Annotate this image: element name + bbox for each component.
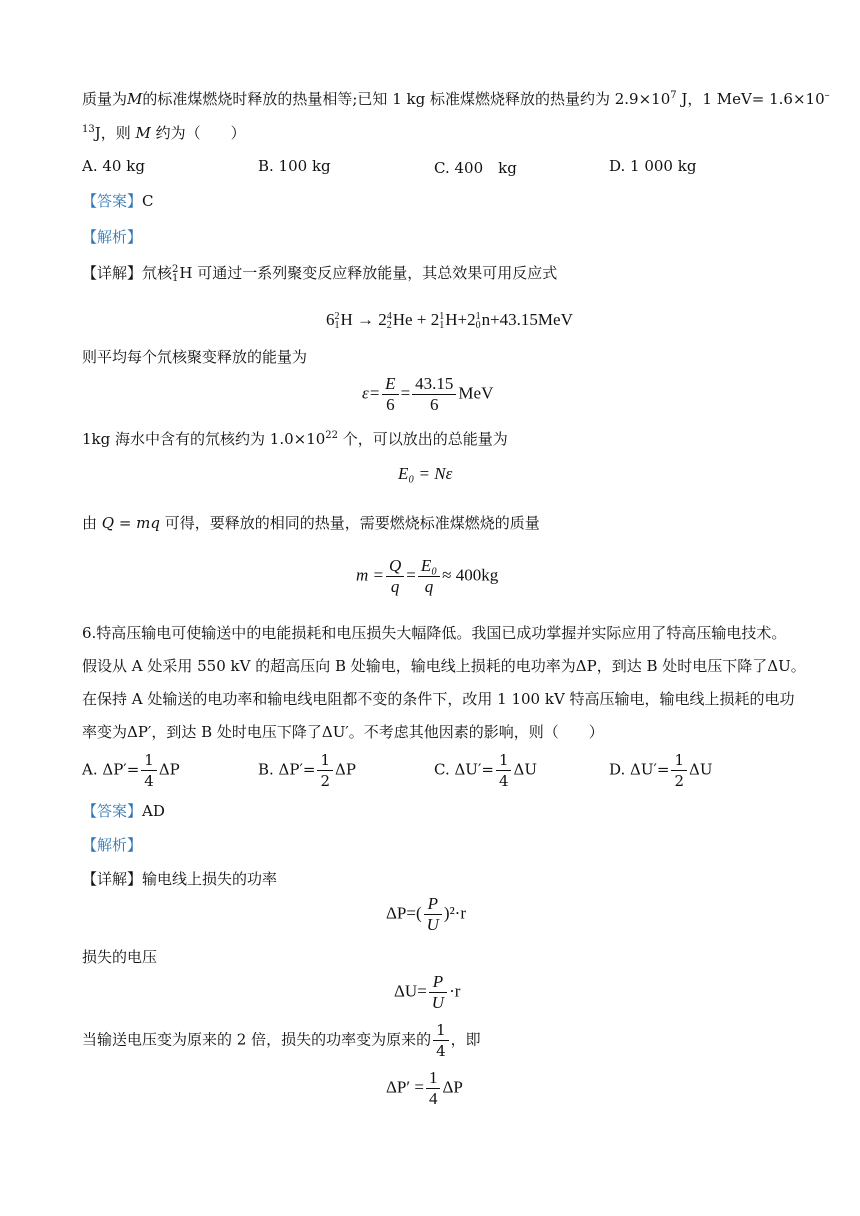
q5-text: 个，可以放出的总能量为 [338, 430, 508, 448]
q6-option-b [258, 750, 356, 791]
numerator: 1 [496, 750, 512, 771]
exponent: 22 [325, 430, 339, 441]
q-formula-text [82, 512, 540, 533]
e0-equation: E₀ = Nε [398, 464, 453, 483]
denominator: 6 [386, 395, 395, 414]
q5-text: 约为（ ） [150, 124, 246, 142]
eq-lhs: ΔP=( [386, 903, 422, 923]
eq-tail: ΔP [442, 1077, 463, 1097]
q6-option-c [434, 750, 537, 791]
q5-text: 1kg 海水中含有的氘核约为 1.0×10 [82, 430, 326, 448]
exponent: 7 [670, 90, 677, 101]
power-loss-equation [386, 894, 466, 935]
q6-text: 输电线上损失的功率 [142, 870, 278, 888]
fraction [418, 556, 440, 597]
q6-stem-line2: 假设从 A 处采用 550 kV 的超高压向 B 处输电，输电线上损耗的电功率为ΔP，到达 B 处时电压下降了ΔU。 [82, 657, 806, 675]
numerator: 1 [317, 750, 333, 771]
denominator: 4 [144, 772, 154, 790]
q6-option-d [609, 750, 713, 791]
q6-text: 当输送电压变为原来的 2 倍，损失的功率变为原来的 [82, 1030, 432, 1049]
q5-stem-line2 [82, 122, 246, 143]
q5-option-c: C. 400 kg [434, 159, 517, 177]
denominator: q [424, 577, 434, 596]
numerator: 1 [433, 1020, 449, 1041]
eq-lhs: ΔU= [394, 981, 427, 1001]
fraction [317, 750, 333, 791]
denominator: q [390, 577, 400, 596]
denominator: 4 [498, 772, 509, 790]
q5-option-d: D. 1 000 kg [609, 157, 697, 175]
result: ≈ 400kg [442, 565, 499, 585]
option-tail: ΔP [335, 760, 356, 779]
eq-lhs: ΔP′ = [386, 1077, 424, 1097]
voltage-loss-text: 损失的电压 [82, 948, 158, 966]
q5-text: 氘核 [142, 264, 173, 282]
q5-text: 可得，要释放的相同的热量，需要燃烧标准煤燃烧的质量 [160, 514, 540, 532]
nuclide-index: 2 1 [172, 264, 179, 284]
q5-text: 的标准煤燃烧时释放的热量相等;已知 1 kg 标准煤燃烧释放的热量约为 2.9×10 [142, 90, 671, 108]
numerator: 1 [141, 750, 157, 771]
denominator: 4 [428, 1089, 438, 1108]
unit: MeV [458, 383, 494, 403]
numerator: Q [386, 556, 404, 577]
q5-text: 由 [82, 514, 102, 532]
numerator: E [382, 374, 398, 395]
option-tail: ΔP [158, 760, 180, 779]
q6-text: ，即 [450, 1030, 481, 1049]
numerator: P [424, 894, 442, 915]
eq-lhs: m = [356, 565, 384, 585]
fraction [433, 1020, 449, 1061]
q5-detail [82, 262, 557, 283]
q5-option-b: B. 100 kg [258, 157, 331, 175]
denominator: 6 [430, 395, 439, 414]
var-m: M [135, 124, 151, 142]
q6-option-a [82, 750, 180, 791]
q6-stem-line1: 6.特高压输电可使输送中的电能损耗和电压损失大幅降低。我国已成功掌握并实际应用了特高压输电技术。 [82, 624, 787, 642]
reaction-equation: 6 2 1 H → 2 4 2 He + 2 1 1 H+2 1 0 n+43.15MeV [326, 310, 573, 332]
fraction [141, 750, 157, 791]
q5-text: 质量为 [82, 90, 128, 108]
answer-value: C [142, 192, 154, 210]
q5-text: J，则 [94, 124, 136, 142]
mass-equation: m = $\frac{Q}{q}$ = $\frac{\text{E₀}}{q}$ ≈ 400kg [356, 556, 499, 596]
fraction [382, 374, 398, 415]
option-label: A. ΔP′= [82, 760, 140, 779]
fraction [412, 374, 456, 415]
denominator: U [431, 993, 445, 1012]
q5-stem-line1 [82, 88, 830, 109]
double-voltage-text [82, 1020, 481, 1061]
option-label: B. ΔP′= [258, 760, 316, 779]
q5-text: H 可通过一系列聚变反应释放能量，其总效果可用反应式 [179, 264, 558, 282]
numerator: 1 [426, 1068, 441, 1089]
q5-option-a: A. 40 kg [82, 157, 145, 175]
detail-tag: 【详解】 [82, 264, 143, 282]
exponent: 13 [82, 124, 95, 135]
numerator: 43.15 [412, 374, 456, 395]
option-label: C. ΔU′= [434, 760, 494, 779]
q6-stem-line4: 率变为ΔP′，到达 B 处时电压下降了ΔU′。不考虑其他因素的影响，则（ ） [82, 723, 604, 741]
deuterium-count-text [82, 428, 508, 449]
eq-tail: ·r [449, 981, 461, 1001]
q6-analysis-tag: 【解析】 [82, 836, 143, 854]
fraction [386, 556, 404, 597]
numerator: E₀ [418, 556, 440, 577]
var-m: M [127, 90, 143, 108]
numerator: P [429, 972, 447, 993]
numerator: 1 [671, 750, 687, 771]
denominator: U [426, 915, 439, 934]
answer-tag: 【答案】 [82, 192, 143, 210]
option-label: D. ΔU′= [609, 760, 670, 779]
q5-text: J，1 MeV= 1.6×10 [676, 90, 825, 108]
epsilon-equation: ε= $\frac{E}{6}$ = $\frac{43.15}{6}$ MeV [362, 374, 494, 414]
fraction [426, 1068, 441, 1109]
voltage-loss-equation [394, 972, 460, 1013]
q6-detail [82, 868, 277, 889]
fraction [429, 972, 447, 1013]
denominator: 2 [674, 772, 685, 790]
fraction [671, 750, 687, 791]
q6-stem-line3: 在保持 A 处输送的电功率和输电线电阻都不变的条件下，改用 1 100 kV 特高压输电，输电线上损耗的电功 [82, 690, 795, 708]
option-tail: ΔU [513, 760, 537, 779]
avg-energy-text: 则平均每个氘核聚变释放的能量为 [82, 348, 308, 366]
eq-tail: )²·r [443, 903, 467, 923]
denominator: 4 [436, 1042, 446, 1060]
fraction [424, 894, 442, 935]
detail-tag: 【详解】 [82, 870, 143, 888]
option-tail: ΔU [689, 760, 713, 779]
q5-answer [82, 190, 154, 211]
final-equation [386, 1068, 463, 1109]
eq-lhs: ε= [362, 383, 381, 403]
fraction [496, 750, 512, 791]
answer-value: AD [142, 802, 165, 820]
q6-answer [82, 800, 165, 821]
exponent: – [824, 90, 830, 101]
answer-tag: 【答案】 [82, 802, 143, 820]
inline-formula: Q = mq [101, 514, 161, 532]
q5-analysis-tag: 【解析】 [82, 228, 143, 246]
denominator: 2 [320, 772, 331, 790]
